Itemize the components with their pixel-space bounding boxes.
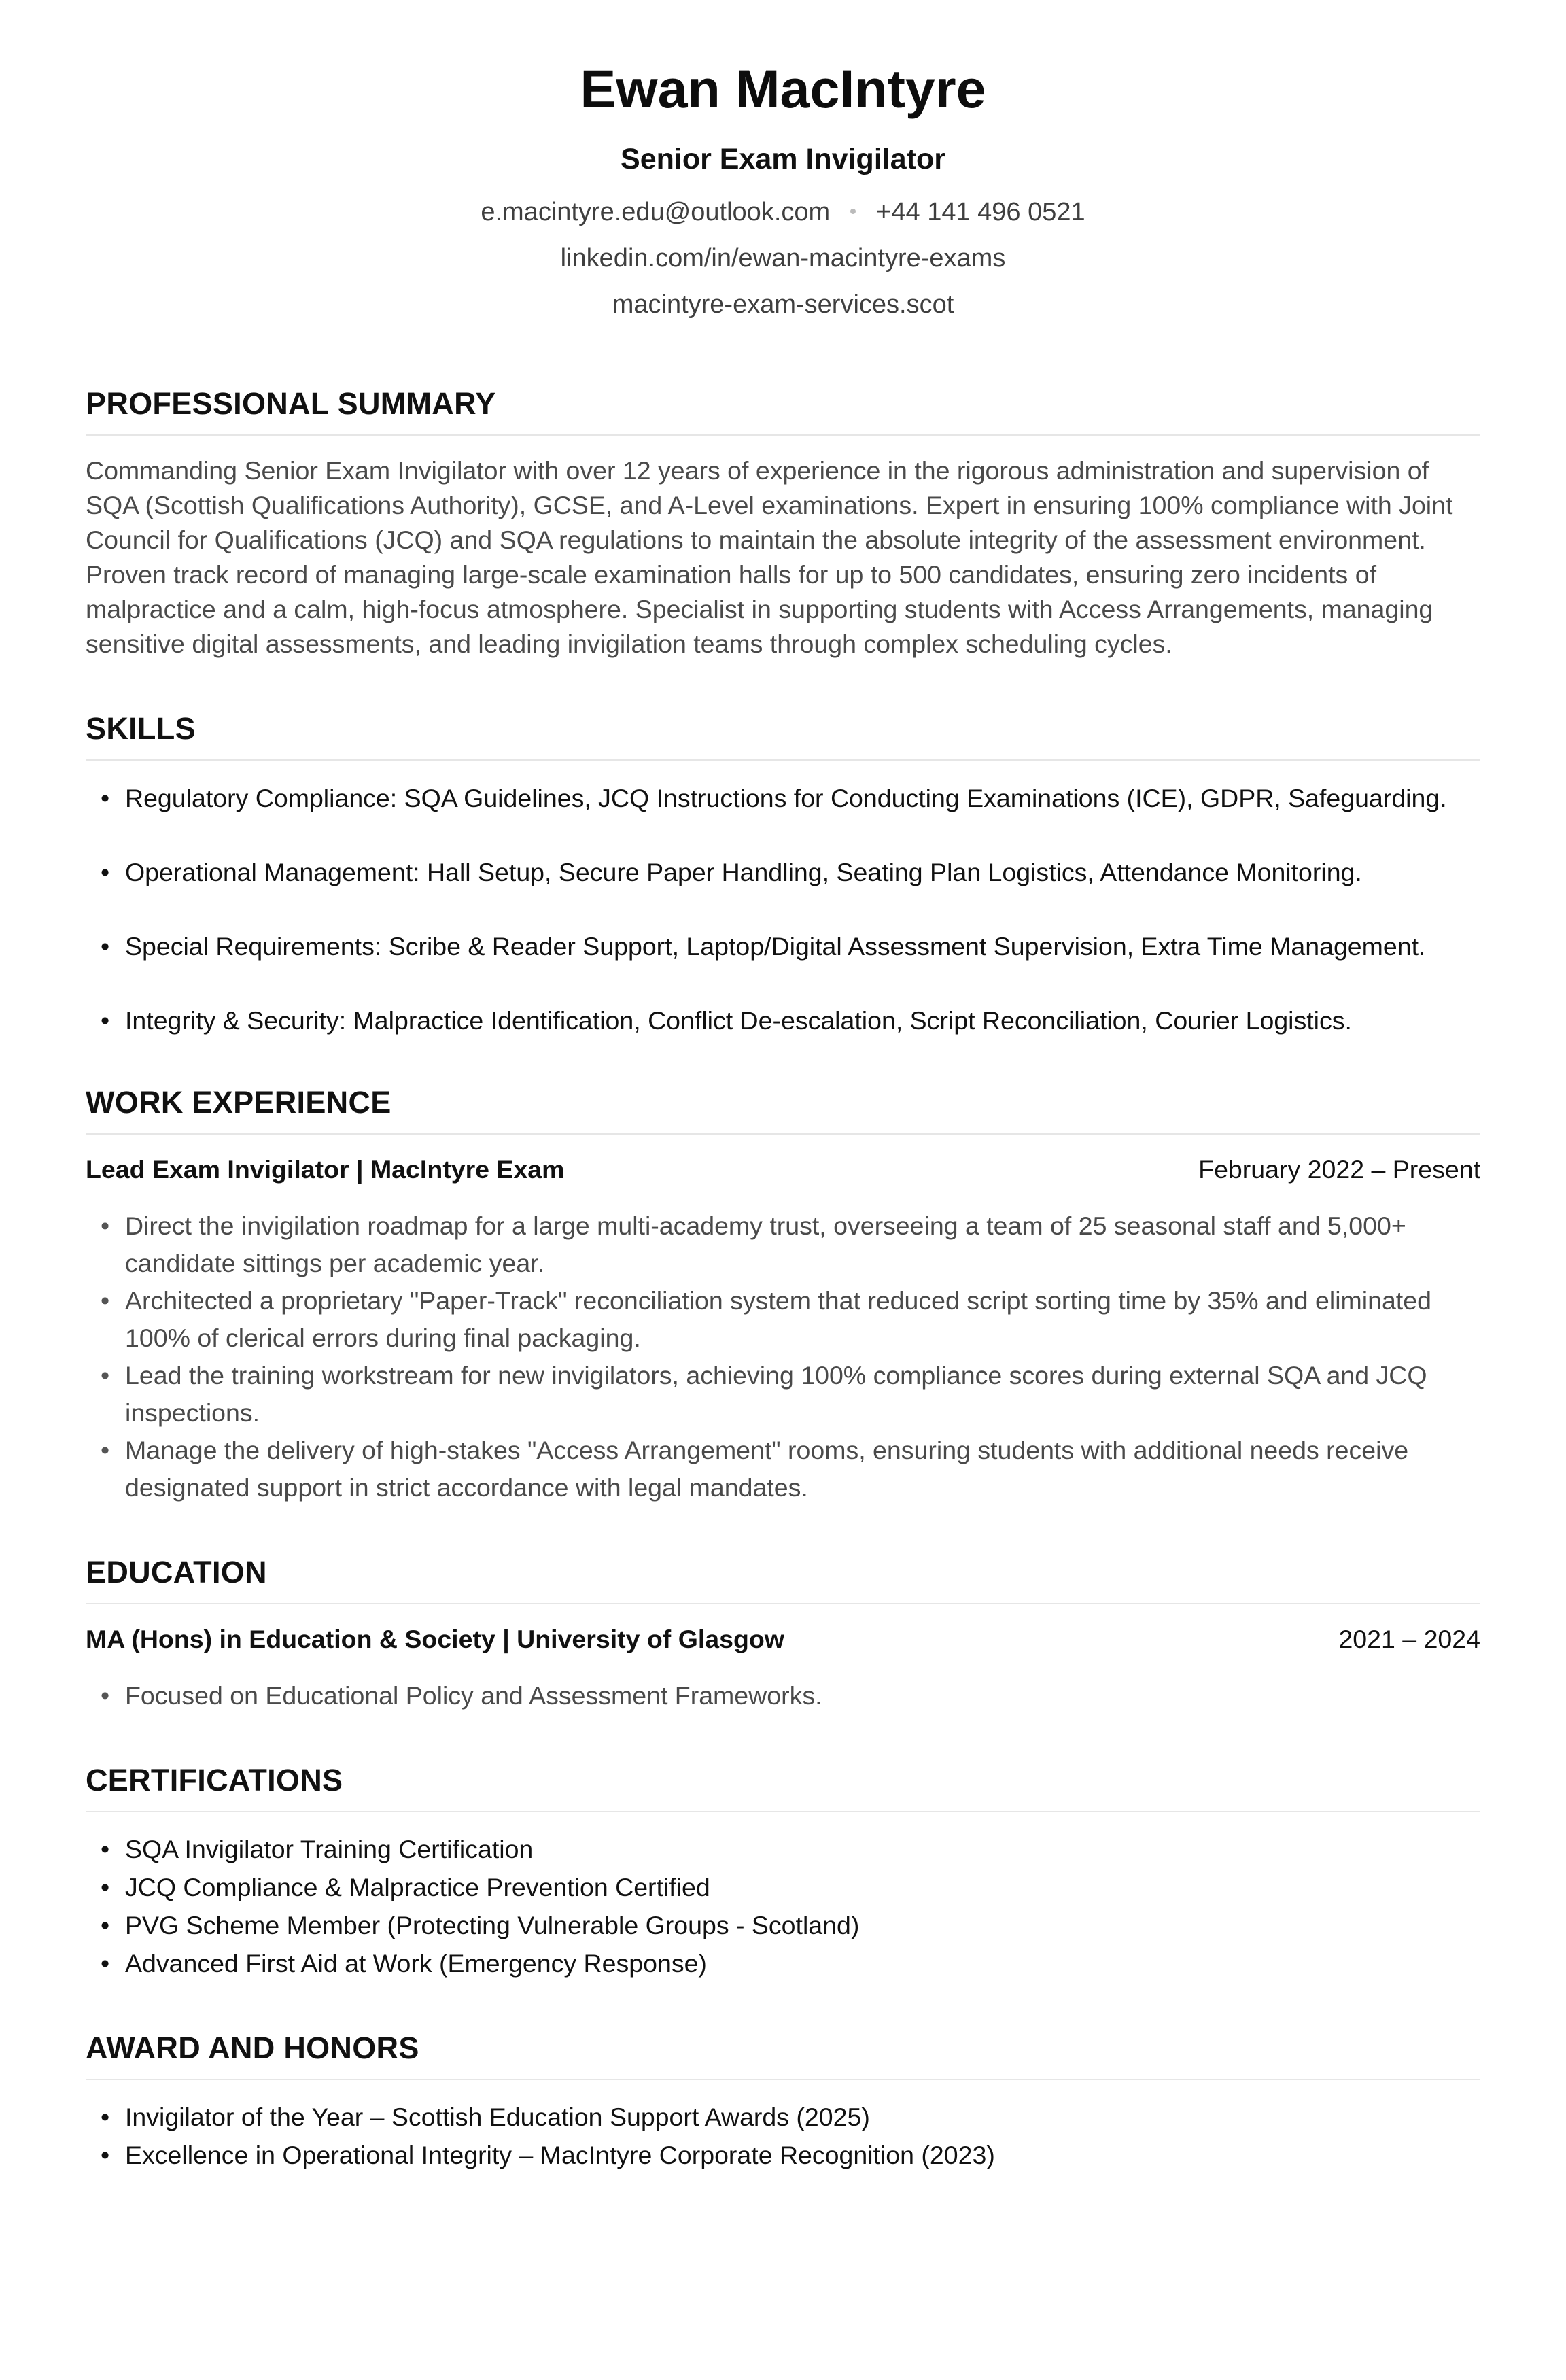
skill-text: Regulatory Compliance: SQA Guidelines, JCQ Instructions for Conducting Examinations (ICE), GDPR, Safeguarding.	[125, 784, 1447, 813]
job-role: Lead Exam Invigilator | MacIntyre Exam	[86, 1155, 565, 1184]
certification-text: JCQ Compliance & Malpractice Prevention Certified	[125, 1873, 710, 1902]
experience-section	[86, 1084, 1480, 1506]
education-header	[86, 1622, 1480, 1657]
job-dates: February 2022 – Present	[1198, 1155, 1480, 1184]
skill-text: Special Requirements: Scribe & Reader Support, Laptop/Digital Assessment Supervision, Extra Time Management.	[125, 932, 1426, 961]
certification-text: Advanced First Aid at Work (Emergency Response)	[125, 1949, 707, 1978]
list-item	[86, 2136, 1480, 2174]
certifications-list	[86, 1830, 1480, 1982]
list-item	[86, 781, 1480, 816]
summary-section	[86, 385, 1480, 661]
bullet-icon: •	[101, 1911, 110, 1940]
certifications-section	[86, 1762, 1480, 1982]
email-link[interactable]: e.macintyre.edu@outlook.com	[481, 198, 831, 227]
certification-text: SQA Invigilator Training Certification	[125, 1835, 534, 1864]
awards-list	[86, 2098, 1480, 2174]
phone-number[interactable]: +44 141 496 0521	[876, 198, 1085, 227]
contact-line-primary	[86, 197, 1480, 228]
list-item	[86, 855, 1480, 890]
bullet-icon: •	[101, 784, 110, 813]
skills-list	[86, 781, 1480, 1038]
skill-text: Integrity & Security: Malpractice Identification, Conflict De-escalation, Script Reconciliation, Courier Logistics.	[125, 1006, 1352, 1035]
list-item	[86, 929, 1480, 964]
section-heading-experience: WORK EXPERIENCE	[86, 1084, 1480, 1135]
linkedin-link[interactable]: linkedin.com/in/ewan-macintyre-exams	[560, 244, 1006, 273]
skill-text: Operational Management: Hall Setup, Secure Paper Handling, Seating Plan Logistics, Attendance Monitoring.	[125, 858, 1362, 887]
list-item	[86, 1830, 1480, 1868]
section-heading-education: EDUCATION	[86, 1554, 1480, 1604]
bullet-icon: •	[101, 1286, 110, 1315]
certification-text: PVG Scheme Member (Protecting Vulnerable Groups - Scotland)	[125, 1911, 860, 1940]
list-item	[86, 1868, 1480, 1906]
section-heading-awards: AWARD AND HONORS	[86, 2030, 1480, 2080]
job-header	[86, 1152, 1480, 1187]
bullet-icon: •	[101, 1211, 110, 1241]
awards-section	[86, 2030, 1480, 2174]
bullet-icon: •	[101, 1006, 110, 1035]
bullet-icon: •	[101, 1361, 110, 1390]
list-item	[86, 1944, 1480, 1982]
bullet-icon: •	[101, 1436, 110, 1465]
section-heading-summary: PROFESSIONAL SUMMARY	[86, 385, 1480, 436]
list-item	[86, 1357, 1480, 1432]
bullet-icon: •	[101, 2103, 110, 2132]
list-item	[86, 1003, 1480, 1038]
list-item	[86, 1906, 1480, 1944]
candidate-name: Ewan MacIntyre	[580, 58, 986, 119]
list-item	[86, 1282, 1480, 1357]
education-section	[86, 1554, 1480, 1714]
bullet-icon: •	[101, 932, 110, 961]
section-heading-skills: SKILLS	[86, 710, 1480, 761]
separator-dot	[850, 209, 856, 214]
section-heading-certifications: CERTIFICATIONS	[86, 1762, 1480, 1812]
bullet-text: Architected a proprietary "Paper-Track" reconciliation system that reduced script sorting time by 35% and eliminated 100% of clerical errors during final packaging.	[125, 1286, 1431, 1353]
list-item	[86, 1677, 1480, 1714]
resume-header	[86, 0, 1480, 320]
skills-section	[86, 710, 1480, 1038]
bullet-text: Lead the training workstream for new invigilators, achieving 100% compliance scores during external SQA and JCQ inspections.	[125, 1361, 1427, 1428]
education-dates: 2021 – 2024	[1338, 1625, 1480, 1654]
list-item	[86, 1207, 1480, 1282]
education-bullets	[86, 1677, 1480, 1714]
bullet-icon: •	[101, 1873, 110, 1902]
award-text: Excellence in Operational Integrity – MacIntyre Corporate Recognition (2023)	[125, 2141, 995, 2170]
bullet-icon: •	[101, 1681, 110, 1710]
job-title: Senior Exam Invigilator	[621, 142, 945, 175]
bullet-text: Focused on Educational Policy and Assessment Frameworks.	[125, 1681, 822, 1710]
bullet-icon: •	[101, 1835, 110, 1864]
bullet-text: Manage the delivery of high-stakes "Access Arrangement" rooms, ensuring students with additional needs receive designated support in strict accordance with legal mandates.	[125, 1436, 1409, 1502]
degree-title: MA (Hons) in Education & Society | University of Glasgow	[86, 1625, 784, 1654]
bullet-icon: •	[101, 2141, 110, 2170]
job-bullets	[86, 1207, 1480, 1506]
bullet-icon: •	[101, 1949, 110, 1978]
list-item	[86, 1432, 1480, 1506]
website-link[interactable]: macintyre-exam-services.scot	[612, 290, 954, 319]
award-text: Invigilator of the Year – Scottish Education Support Awards (2025)	[125, 2103, 870, 2132]
bullet-icon: •	[101, 858, 110, 887]
bullet-text: Direct the invigilation roadmap for a large multi-academy trust, overseeing a team of 25 seasonal staff and 5,000+ candidate sittings per academic year.	[125, 1211, 1406, 1278]
list-item	[86, 2098, 1480, 2136]
summary-text: Commanding Senior Exam Invigilator with over 12 years of experience in the rigorous administration and supervision of SQA (Scottish Qualifications Authority), GCSE, and A-Level examinations. Expert in ensuring 100% compliance with Joint Council for Qualifications (JCQ) and SQA regulations to maintain the absolute integrity of the assessment environment. Proven track record of managing large-scale examination halls for up to 500 candidates, ensuring zero incidents of malpractice and a calm, high-focus atmosphere. Specialist in supporting students with Access Arrangements, managing sensitive digital assessments, and leading invigilation teams through complex scheduling cycles.	[86, 456, 1453, 659]
